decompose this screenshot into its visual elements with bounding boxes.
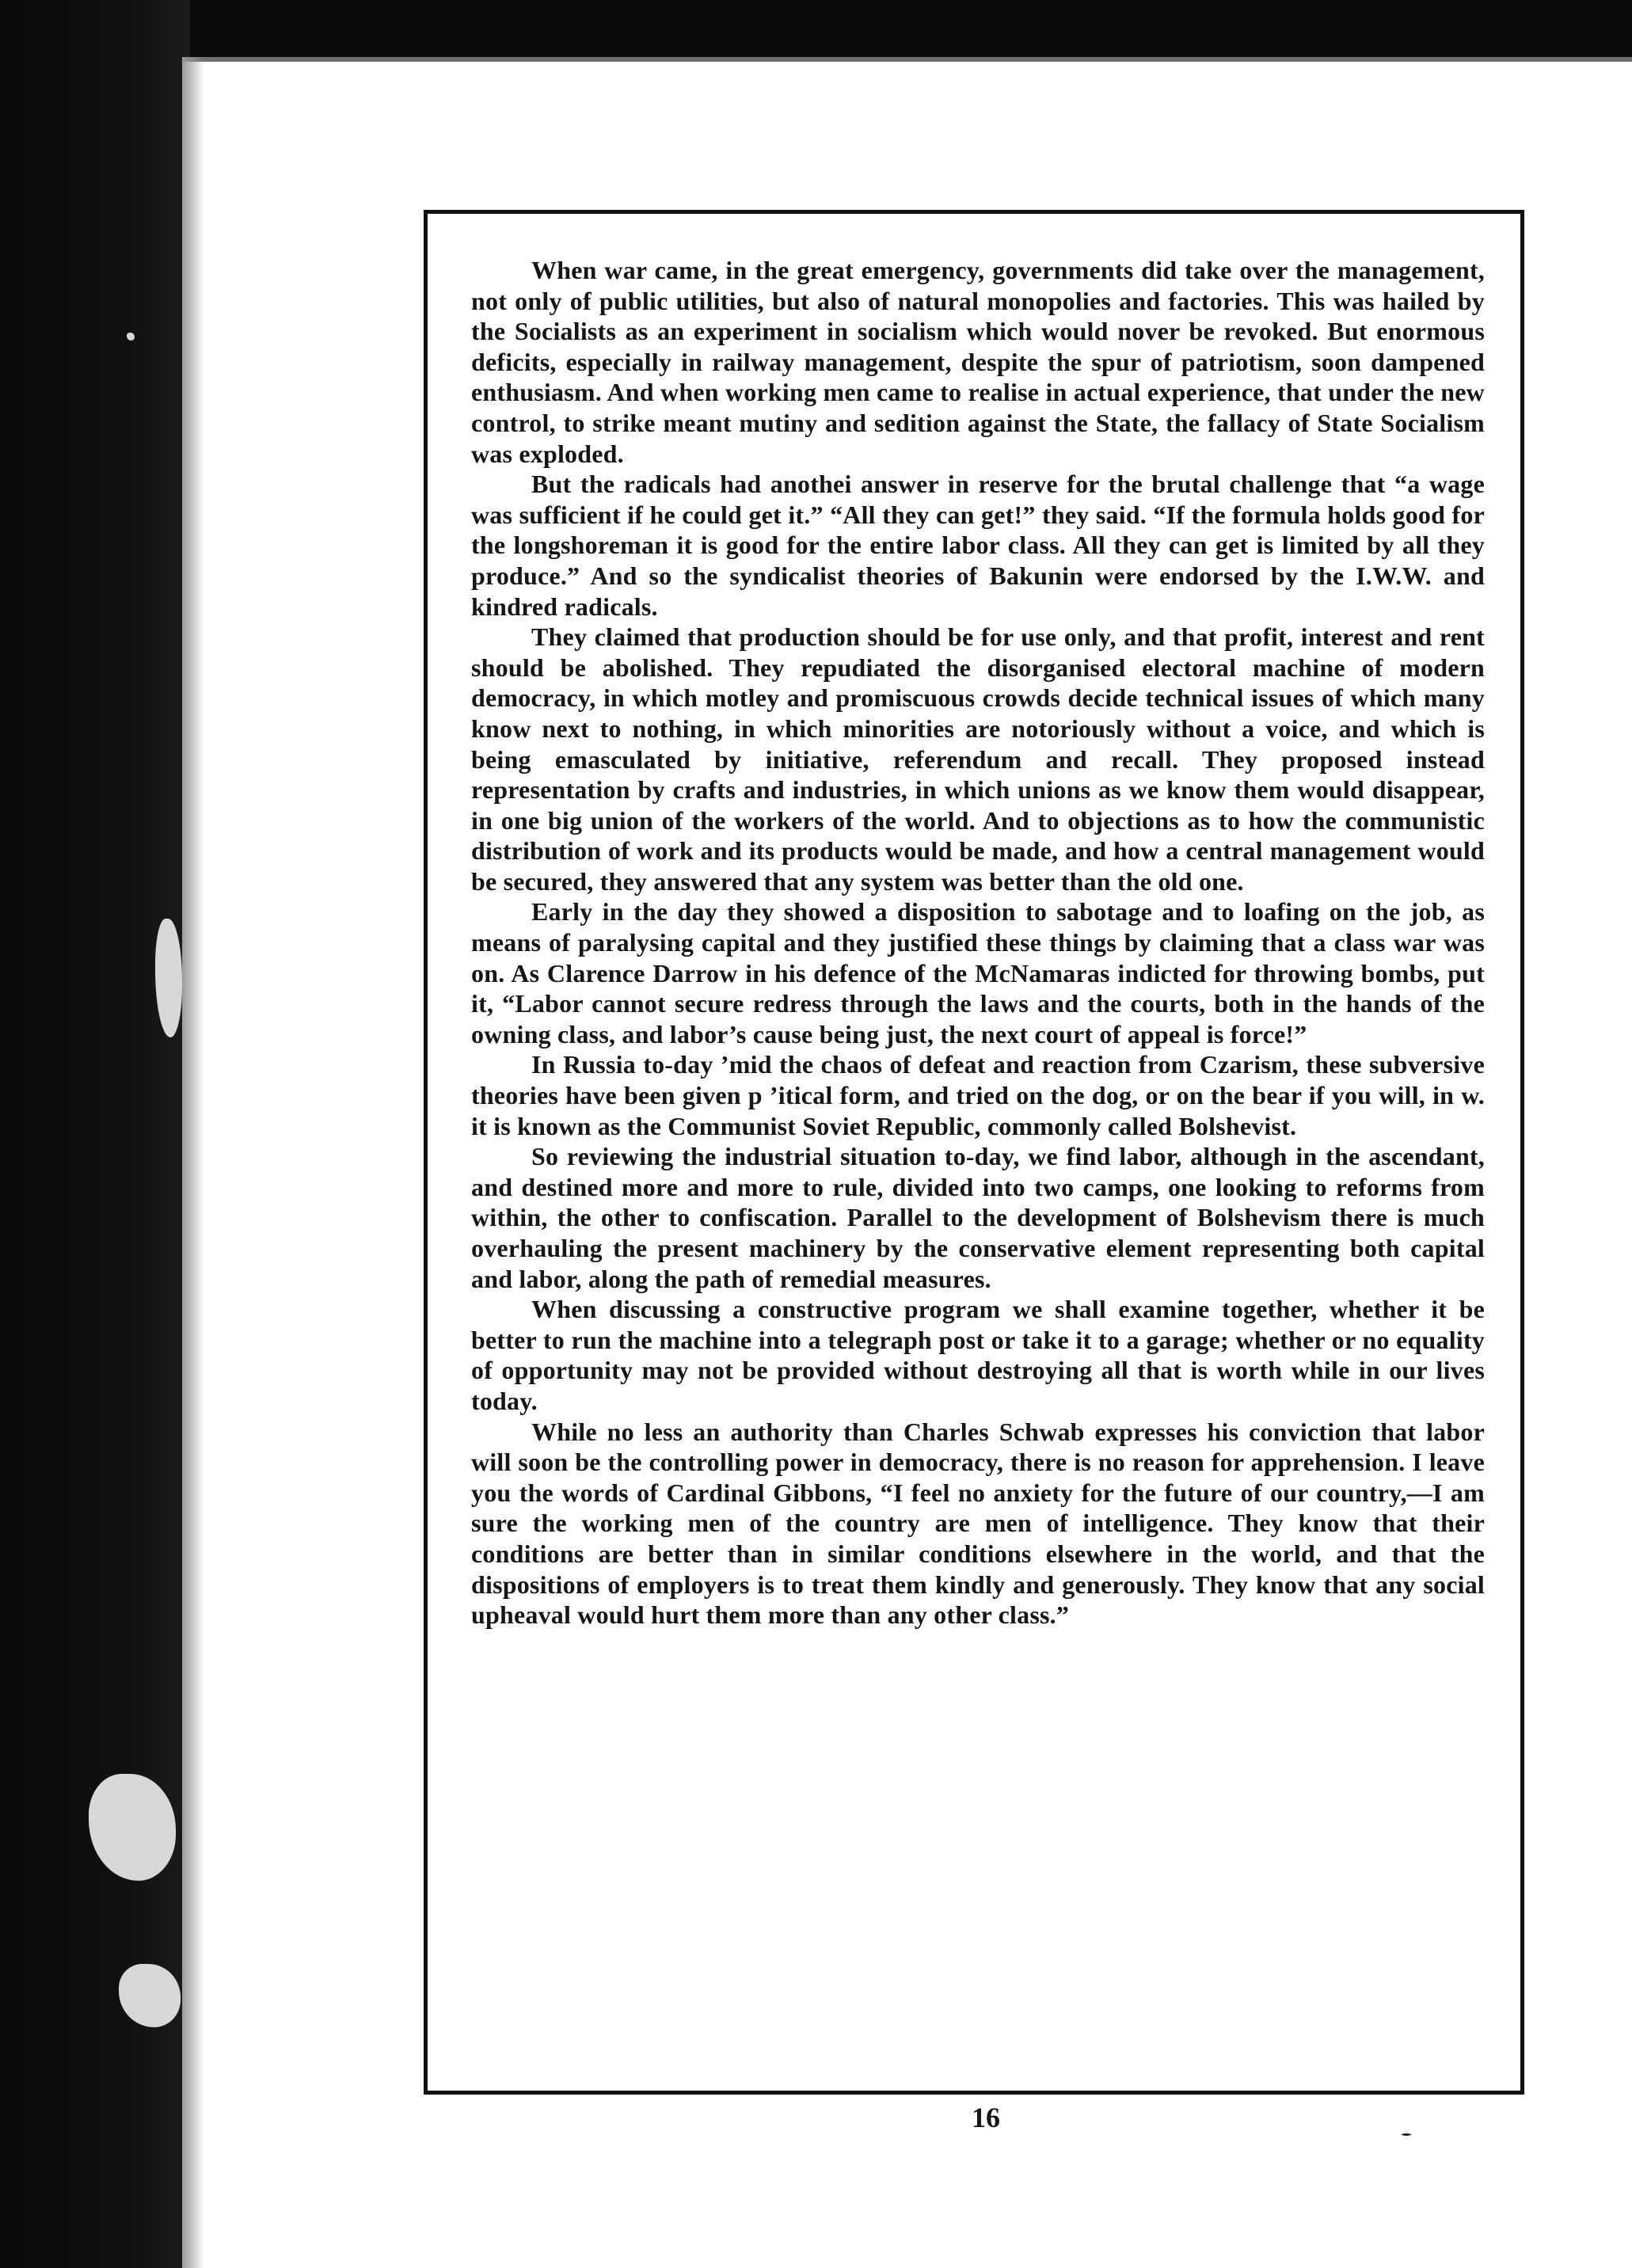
page-gutter-shadow (182, 57, 204, 2268)
paragraph: But the radicals had anothei answer in reserve for the brutal challenge that “a wage was sufficient if he could get it.” “All they can get!” they said. “If the formula holds good for the longshoreman it is good for the entire labor class. All they can get is limited by all they produce.” And so the syndicalist theories of Bakunin were endorsed by the I.W.W. and kindred radicals. (471, 470, 1485, 621)
paragraph: In Russia to-day ’mid the chaos of defeat and reaction from Czarism, these subversive theories have been given p ’itical form, and tried on the dog, or on the bear if you will, in w. it is known as the Communist Soviet Republic, commonly called Bolshevist. (471, 1050, 1485, 1140)
paragraph: So reviewing the industrial situation to-day, we find labor, although in the ascendant, and destined more and more to rule, divided into two camps, one looking to reforms from within, the other to confiscation. Parallel to the development of Bolshevism there is much overhauling the present machinery by the conservative element representing both capital and labor, along the path of remedial measures. (471, 1142, 1485, 1293)
paragraph: Early in the day they showed a disposition to sabotage and to loafing on the job, as means of paralysing capital and they justified these things by claiming that a class war was on. As Clarence Darrow in his defence of the McNamaras indicted for throwing bombs, put it, “Labor cannot secure redress through the laws and the courts, both in the hands of the owning class, and labor’s cause being just, the next court of appeal is force!” (471, 897, 1485, 1048)
page-number: 16 (972, 2102, 1000, 2133)
body-text (471, 255, 1485, 2068)
scan-speck (1402, 2133, 1411, 2136)
paragraph: When discussing a constructive program we shall examine together, whether it be better to run the machine into a telegraph post or take it to a garage; whether or no equality of opportunity may not be provided without destroying all that is worth while in our lives today. (471, 1295, 1485, 1415)
paper-tear-fleck (155, 919, 182, 1037)
paragraph: When war came, in the great emergency, governments did take over the management, not only of public utilities, but also of natural monopolies and factories. This was hailed by the Socialists as an experiment in socialism which would nover be revoked. But enormous deficits, especially in railway management, despite the spur of patriotism, soon dampened enthusiasm. And when working men came to realise in actual experience, that under the new control, to strike meant mutiny and sedition against the State, the fallacy of State Socialism was exploded. (471, 256, 1485, 468)
paper-tear-fleck (119, 1964, 181, 2027)
paper-tear-fleck (127, 333, 135, 341)
paragraph: While no less an authority than Charles Schwab expresses his conviction that labor will soon be the controlling power in democracy, there is no reason for apprehension. I leave you the words of Cardinal Gibbons, “I feel no anxiety for the future of our country,—I am sure the working men of the country are men of intelligence. They know that their conditions are better than in similar conditions elsewhere in the world, and that the dispositions of employers is to treat them kindly and generously. They know that any social upheaval would hurt them more than any other class.” (471, 1417, 1485, 1630)
paragraph: They claimed that production should be for use only, and that profit, interest and rent should be abolished. They repudiated the disorganised electoral machine of modern democracy, in which motley and promiscuous crowds decide technical issues of which many know next to nothing, in which minorities are notoriously without a voice, and which is being emasculated by initiative, referendum and recall. They proposed instead representation by crafts and industries, in which unions as we know them would disappear, in one big union of the workers of the world. And to objections as to how the communistic distribution of work and its products would be made, and how a central management would be secured, they answered that any system was better than the old one. (471, 622, 1485, 896)
book-spine-edge (0, 0, 190, 2268)
paper-tear-fleck (89, 1774, 176, 1881)
scan-top-border (0, 0, 1632, 62)
